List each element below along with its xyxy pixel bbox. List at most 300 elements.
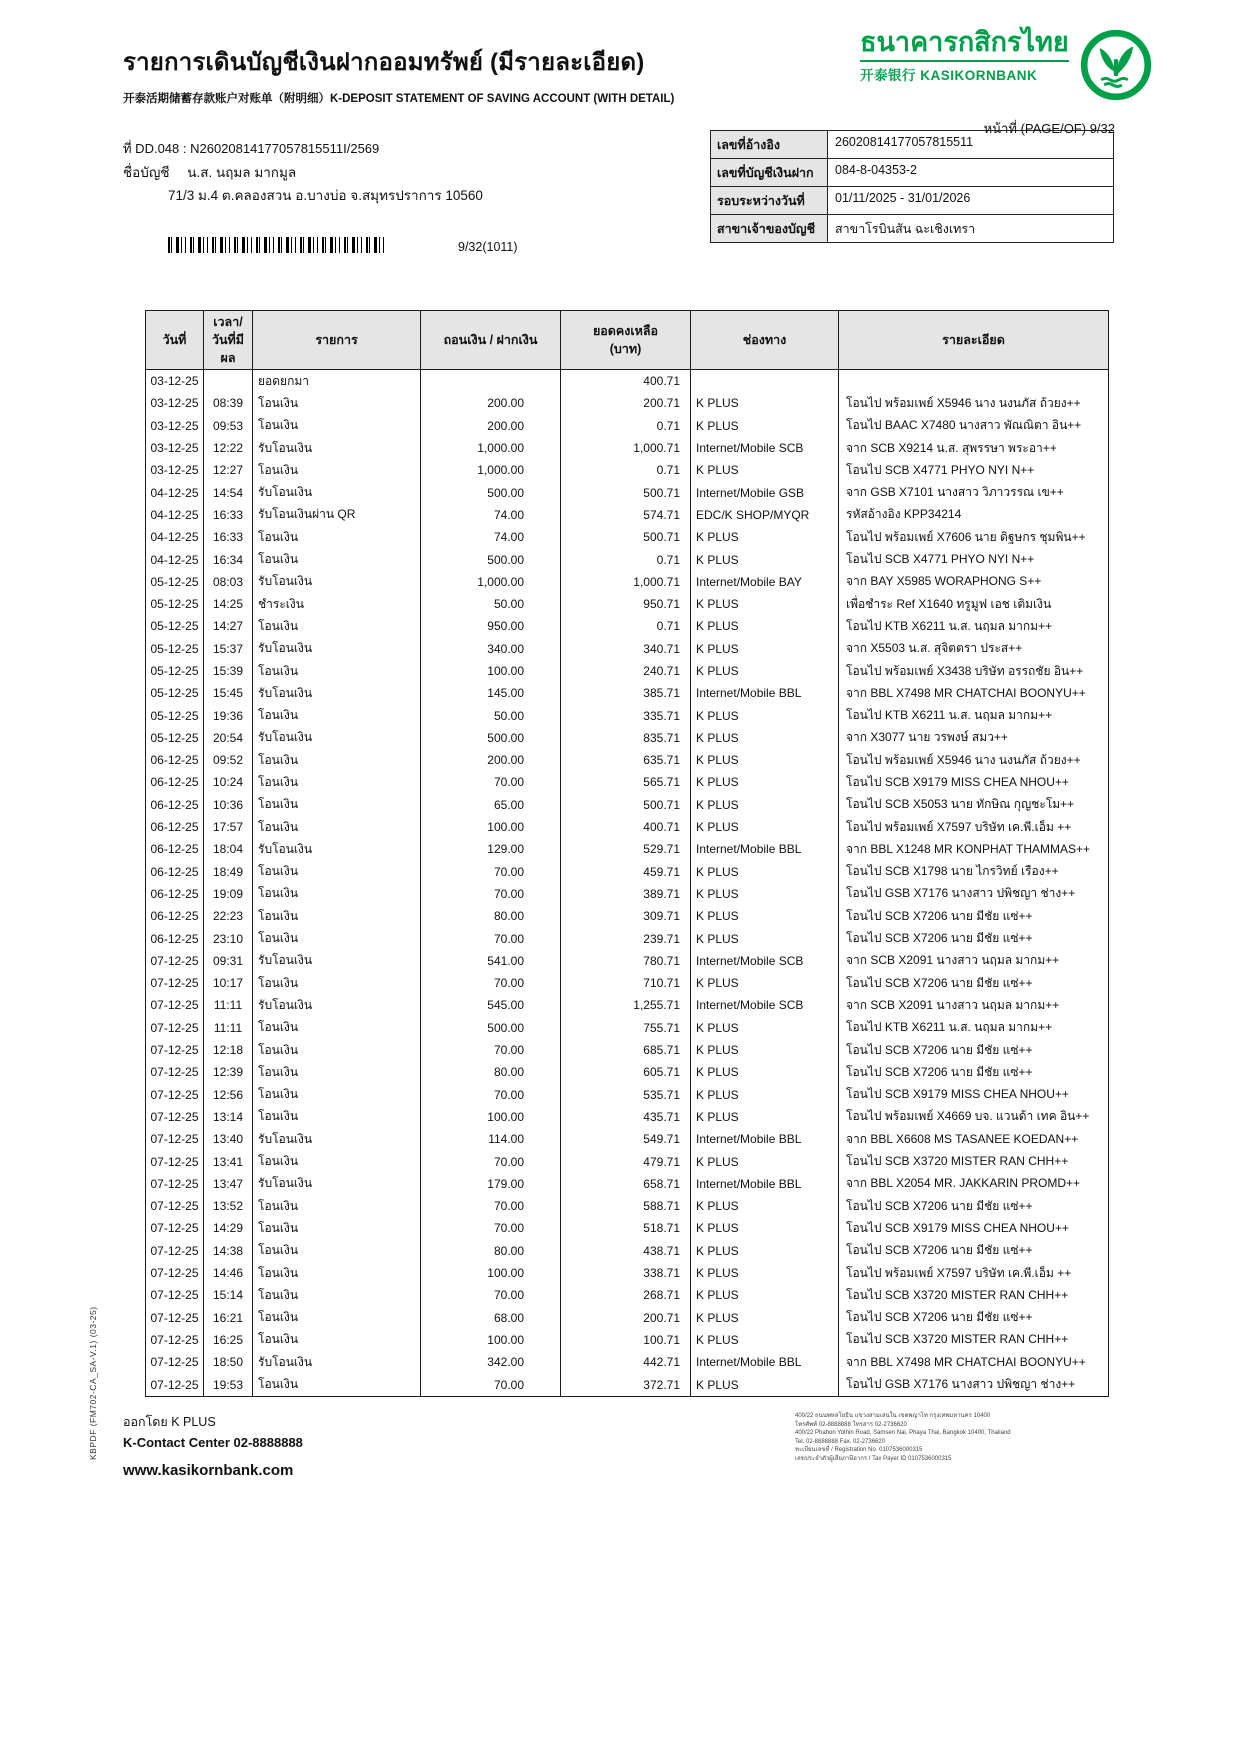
transaction-row bbox=[146, 950, 1109, 972]
cell-amount: 50.00 bbox=[421, 704, 561, 726]
info-label: เลขที่อ้างอิง bbox=[711, 131, 828, 158]
transaction-row bbox=[146, 994, 1109, 1016]
cell-amount: 70.00 bbox=[421, 1217, 561, 1239]
cell-detail: จาก SCB X2091 นางสาว นฤมล มากม++ bbox=[839, 950, 1109, 972]
cell-balance: 1,000.71 bbox=[561, 571, 691, 593]
cell-detail: โอนไป พร้อมเพย์ X5946 นาง นงนภัส ถ้วยง++ bbox=[839, 749, 1109, 771]
cell-description: รับโอนเงิน bbox=[253, 682, 421, 704]
cell-description: โอนเงิน bbox=[253, 1061, 421, 1083]
cell-time: 12:56 bbox=[204, 1084, 253, 1106]
transaction-row bbox=[146, 504, 1109, 526]
cell-date: 07-12-25 bbox=[146, 1017, 204, 1039]
cell-channel: K PLUS bbox=[691, 861, 839, 883]
transaction-row bbox=[146, 1373, 1109, 1396]
cell-date: 06-12-25 bbox=[146, 816, 204, 838]
cell-date: 03-12-25 bbox=[146, 415, 204, 437]
cell-balance: 588.71 bbox=[561, 1195, 691, 1217]
cell-description: รับโอนเงิน bbox=[253, 437, 421, 459]
cell-amount: 200.00 bbox=[421, 392, 561, 414]
cell-balance: 0.71 bbox=[561, 459, 691, 481]
bank-name-thai: ธนาคารกสิกรไทย bbox=[860, 27, 1069, 57]
transaction-row bbox=[146, 727, 1109, 749]
cell-time: 09:53 bbox=[204, 415, 253, 437]
cell-time: 14:46 bbox=[204, 1262, 253, 1284]
cell-time: 16:33 bbox=[204, 504, 253, 526]
cell-amount: 70.00 bbox=[421, 1084, 561, 1106]
col-header-detail: รายละเอียด bbox=[839, 311, 1109, 370]
cell-time: 08:03 bbox=[204, 571, 253, 593]
cell-date: 05-12-25 bbox=[146, 571, 204, 593]
cell-channel: Internet/Mobile SCB bbox=[691, 950, 839, 972]
cell-detail: จาก X5503 น.ส. สุจิตตรา ประส++ bbox=[839, 638, 1109, 660]
cell-date: 06-12-25 bbox=[146, 749, 204, 771]
info-label: รอบระหว่างวันที่ bbox=[711, 187, 828, 214]
cell-channel: K PLUS bbox=[691, 660, 839, 682]
cell-time: 12:22 bbox=[204, 437, 253, 459]
cell-description: โอนเงิน bbox=[253, 905, 421, 927]
cell-detail: โอนไป SCB X9179 MISS CHEA NHOU++ bbox=[839, 1217, 1109, 1239]
cell-detail: โอนไป KTB X6211 น.ส. นฤมล มากม++ bbox=[839, 1017, 1109, 1039]
cell-channel: K PLUS bbox=[691, 972, 839, 994]
cell-description: รับโอนเงิน bbox=[253, 1351, 421, 1373]
cell-detail: โอนไป พร้อมเพย์ X5946 นาง นงนภัส ถ้วยง++ bbox=[839, 392, 1109, 414]
cell-date: 03-12-25 bbox=[146, 392, 204, 414]
cell-detail: โอนไป SCB X7206 นาย มีชัย แซ่++ bbox=[839, 972, 1109, 994]
cell-description: โอนเงิน bbox=[253, 927, 421, 949]
cell-description: โอนเงิน bbox=[253, 1329, 421, 1351]
info-value: 01/11/2025 - 31/01/2026 bbox=[835, 191, 971, 205]
form-code: KBPDF (FM702-CA_SA-V.1) (03-25) bbox=[88, 1306, 98, 1460]
cell-balance: 549.71 bbox=[561, 1128, 691, 1150]
info-value: 26020814177057815511 bbox=[835, 135, 974, 149]
cell-amount: 68.00 bbox=[421, 1306, 561, 1328]
cell-date: 07-12-25 bbox=[146, 1217, 204, 1239]
cell-channel: K PLUS bbox=[691, 593, 839, 615]
cell-channel: K PLUS bbox=[691, 548, 839, 570]
cell-date: 07-12-25 bbox=[146, 1351, 204, 1373]
cell-channel: Internet/Mobile SCB bbox=[691, 994, 839, 1016]
cell-detail: รหัสอ้างอิง KPP34214 bbox=[839, 504, 1109, 526]
cell-detail: โอนไป SCB X4771 PHYO NYI N++ bbox=[839, 548, 1109, 570]
cell-amount: 500.00 bbox=[421, 727, 561, 749]
cell-description: รับโอนเงิน bbox=[253, 1128, 421, 1150]
cell-amount: 70.00 bbox=[421, 1284, 561, 1306]
cell-date: 06-12-25 bbox=[146, 838, 204, 860]
bank-logo bbox=[860, 28, 1153, 102]
cell-channel: Internet/Mobile BBL bbox=[691, 1128, 839, 1150]
cell-amount: 129.00 bbox=[421, 838, 561, 860]
cell-detail: จาก BBL X1248 MR KONPHAT THAMMAS++ bbox=[839, 838, 1109, 860]
cell-description: ยอดยกมา bbox=[253, 370, 421, 393]
cell-date: 05-12-25 bbox=[146, 704, 204, 726]
cell-description: โอนเงิน bbox=[253, 883, 421, 905]
cell-date: 07-12-25 bbox=[146, 1306, 204, 1328]
cell-amount: 70.00 bbox=[421, 1195, 561, 1217]
cell-balance: 400.71 bbox=[561, 816, 691, 838]
cell-date: 07-12-25 bbox=[146, 1084, 204, 1106]
cell-time: 13:47 bbox=[204, 1173, 253, 1195]
cell-balance: 100.71 bbox=[561, 1329, 691, 1351]
cell-balance: 372.71 bbox=[561, 1373, 691, 1396]
col-header-balance: ยอดคงเหลือ (บาท) bbox=[561, 311, 691, 370]
cell-description: โอนเงิน bbox=[253, 459, 421, 481]
transaction-row bbox=[146, 1240, 1109, 1262]
cell-date: 05-12-25 bbox=[146, 593, 204, 615]
cell-amount: 500.00 bbox=[421, 548, 561, 570]
cell-balance: 0.71 bbox=[561, 615, 691, 637]
cell-time bbox=[204, 370, 253, 393]
cell-detail: จาก BAY X5985 WORAPHONG S++ bbox=[839, 571, 1109, 593]
cell-detail: โอนไป SCB X4771 PHYO NYI N++ bbox=[839, 459, 1109, 481]
cell-amount: 179.00 bbox=[421, 1173, 561, 1195]
cell-amount: 70.00 bbox=[421, 771, 561, 793]
cell-date: 06-12-25 bbox=[146, 927, 204, 949]
cell-time: 13:40 bbox=[204, 1128, 253, 1150]
cell-channel: K PLUS bbox=[691, 816, 839, 838]
cell-detail: โอนไป GSB X7176 นางสาว ปพิชญา ช่าง++ bbox=[839, 883, 1109, 905]
col-header-channel: ช่องทาง bbox=[691, 311, 839, 370]
cell-detail: จาก SCB X2091 นางสาว นฤมล มากม++ bbox=[839, 994, 1109, 1016]
cell-detail: โอนไป SCB X7206 นาย มีชัย แซ่++ bbox=[839, 1195, 1109, 1217]
cell-channel: Internet/Mobile BBL bbox=[691, 1173, 839, 1195]
cell-description: โอนเงิน bbox=[253, 526, 421, 548]
cell-channel: K PLUS bbox=[691, 771, 839, 793]
transaction-row bbox=[146, 861, 1109, 883]
cell-channel: K PLUS bbox=[691, 1195, 839, 1217]
cell-date: 07-12-25 bbox=[146, 994, 204, 1016]
cell-detail: จาก BBL X2054 MR. JAKKARIN PROMD++ bbox=[839, 1173, 1109, 1195]
transaction-row bbox=[146, 571, 1109, 593]
transaction-row bbox=[146, 905, 1109, 927]
cell-balance: 438.71 bbox=[561, 1240, 691, 1262]
info-row bbox=[711, 131, 1113, 159]
transaction-row bbox=[146, 794, 1109, 816]
cell-date: 04-12-25 bbox=[146, 481, 204, 503]
transaction-row bbox=[146, 1329, 1109, 1351]
cell-channel: K PLUS bbox=[691, 1217, 839, 1239]
cell-amount: 340.00 bbox=[421, 638, 561, 660]
cell-amount: 342.00 bbox=[421, 1351, 561, 1373]
cell-description: โอนเงิน bbox=[253, 548, 421, 570]
cell-balance: 605.71 bbox=[561, 1061, 691, 1083]
cell-time: 19:09 bbox=[204, 883, 253, 905]
cell-date: 07-12-25 bbox=[146, 1039, 204, 1061]
cell-date: 07-12-25 bbox=[146, 972, 204, 994]
cell-time: 16:33 bbox=[204, 526, 253, 548]
cell-date: 04-12-25 bbox=[146, 548, 204, 570]
transactions-table bbox=[145, 310, 1109, 1397]
cell-date: 06-12-25 bbox=[146, 861, 204, 883]
cell-time: 14:54 bbox=[204, 481, 253, 503]
cell-channel: K PLUS bbox=[691, 749, 839, 771]
cell-amount: 950.00 bbox=[421, 615, 561, 637]
cell-balance: 309.71 bbox=[561, 905, 691, 927]
cell-description: รับโอนเงิน bbox=[253, 638, 421, 660]
cell-balance: 435.71 bbox=[561, 1106, 691, 1128]
page-subtitle: 开泰活期储蓄存款账户对账单（附明细）K-DEPOSIT STATEMENT OF SAVING ACCOUNT (WITH DETAIL) bbox=[123, 93, 675, 105]
cell-amount: 70.00 bbox=[421, 927, 561, 949]
cell-detail: จาก SCB X9214 น.ส. สุพรรษา พระอา++ bbox=[839, 437, 1109, 459]
cell-balance: 239.71 bbox=[561, 927, 691, 949]
cell-time: 18:50 bbox=[204, 1351, 253, 1373]
cell-amount: 145.00 bbox=[421, 682, 561, 704]
cell-date: 05-12-25 bbox=[146, 682, 204, 704]
cell-time: 20:54 bbox=[204, 727, 253, 749]
cell-date: 06-12-25 bbox=[146, 771, 204, 793]
cell-description: รับโอนเงิน bbox=[253, 571, 421, 593]
cell-channel: K PLUS bbox=[691, 927, 839, 949]
cell-balance: 535.71 bbox=[561, 1084, 691, 1106]
cell-amount: 65.00 bbox=[421, 794, 561, 816]
contact-center: K-Contact Center 02-8888888 bbox=[123, 1435, 303, 1450]
cell-channel: K PLUS bbox=[691, 883, 839, 905]
info-value: 084-8-04353-2 bbox=[835, 163, 918, 177]
cell-amount: 100.00 bbox=[421, 816, 561, 838]
cell-balance: 500.71 bbox=[561, 481, 691, 503]
cell-balance: 385.71 bbox=[561, 682, 691, 704]
cell-detail: โอนไป SCB X9179 MISS CHEA NHOU++ bbox=[839, 771, 1109, 793]
cell-amount: 100.00 bbox=[421, 660, 561, 682]
cell-description: โอนเงิน bbox=[253, 1084, 421, 1106]
account-name-label: ชื่อบัญชี bbox=[123, 165, 170, 180]
cell-channel bbox=[691, 370, 839, 393]
info-row bbox=[711, 159, 1113, 187]
transaction-row bbox=[146, 415, 1109, 437]
transaction-row bbox=[146, 1284, 1109, 1306]
cell-date: 03-12-25 bbox=[146, 370, 204, 393]
cell-channel: K PLUS bbox=[691, 415, 839, 437]
cell-detail: เพื่อชำระ Ref X1640 ทรูมูฟ เอช เติมเงิน bbox=[839, 593, 1109, 615]
cell-balance: 335.71 bbox=[561, 704, 691, 726]
cell-balance: 635.71 bbox=[561, 749, 691, 771]
cell-amount: 80.00 bbox=[421, 905, 561, 927]
cell-channel: K PLUS bbox=[691, 1373, 839, 1396]
cell-time: 19:53 bbox=[204, 1373, 253, 1396]
cell-amount: 1,000.00 bbox=[421, 571, 561, 593]
cell-description: โอนเงิน bbox=[253, 392, 421, 414]
cell-channel: K PLUS bbox=[691, 1106, 839, 1128]
cell-time: 11:11 bbox=[204, 994, 253, 1016]
cell-time: 14:38 bbox=[204, 1240, 253, 1262]
cell-description: โอนเงิน bbox=[253, 1150, 421, 1172]
cell-amount bbox=[421, 370, 561, 393]
cell-date: 07-12-25 bbox=[146, 1173, 204, 1195]
cell-channel: K PLUS bbox=[691, 1240, 839, 1262]
cell-date: 07-12-25 bbox=[146, 1262, 204, 1284]
barcode-caption: 9/32(1011) bbox=[458, 240, 518, 254]
cell-channel: K PLUS bbox=[691, 638, 839, 660]
cell-channel: K PLUS bbox=[691, 1061, 839, 1083]
fine-print-line: 400/22 Phahon Yothin Road, Samsen Nai, Phaya Thai, Bangkok 10400, Thailand bbox=[795, 1430, 1011, 1436]
cell-balance: 1,000.71 bbox=[561, 437, 691, 459]
bank-name-sub: 开泰银行 KASIKORNBANK bbox=[860, 60, 1069, 84]
cell-detail: จาก BBL X6608 MS TASANEE KOEDAN++ bbox=[839, 1128, 1109, 1150]
cell-channel: Internet/Mobile BBL bbox=[691, 1351, 839, 1373]
transaction-row bbox=[146, 1128, 1109, 1150]
transaction-row bbox=[146, 972, 1109, 994]
account-name-line bbox=[123, 161, 296, 183]
cell-time: 22:23 bbox=[204, 905, 253, 927]
cell-detail: โอนไป SCB X1798 นาย ไกรวิทย์ เรือง++ bbox=[839, 861, 1109, 883]
cell-description: โอนเงิน bbox=[253, 415, 421, 437]
cell-detail: โอนไป SCB X7206 นาย มีชัย แซ่++ bbox=[839, 1039, 1109, 1061]
cell-time: 12:18 bbox=[204, 1039, 253, 1061]
transaction-row bbox=[146, 548, 1109, 570]
cell-channel: K PLUS bbox=[691, 1017, 839, 1039]
col-header-time: เวลา/ วันที่มีผล bbox=[204, 311, 253, 370]
cell-description: โอนเงิน bbox=[253, 1217, 421, 1239]
transaction-row bbox=[146, 638, 1109, 660]
cell-time: 15:37 bbox=[204, 638, 253, 660]
cell-time: 14:27 bbox=[204, 615, 253, 637]
cell-description: รับโอนเงิน bbox=[253, 1173, 421, 1195]
cell-time: 12:39 bbox=[204, 1061, 253, 1083]
cell-amount: 114.00 bbox=[421, 1128, 561, 1150]
cell-date: 06-12-25 bbox=[146, 794, 204, 816]
cell-balance: 338.71 bbox=[561, 1262, 691, 1284]
transaction-row bbox=[146, 704, 1109, 726]
cell-date: 07-12-25 bbox=[146, 1240, 204, 1262]
cell-amount: 200.00 bbox=[421, 415, 561, 437]
cell-description: โอนเงิน bbox=[253, 1106, 421, 1128]
col-header-description: รายการ bbox=[253, 311, 421, 370]
cell-time: 15:39 bbox=[204, 660, 253, 682]
cell-balance: 479.71 bbox=[561, 1150, 691, 1172]
page-title: รายการเดินบัญชีเงินฝากออมทรัพย์ (มีรายละเอียด) bbox=[123, 49, 645, 76]
website: www.kasikornbank.com bbox=[123, 1462, 294, 1479]
cell-time: 17:57 bbox=[204, 816, 253, 838]
cell-detail: โอนไป พร้อมเพย์ X7606 นาย ดิฐษกร ชุมพิน++ bbox=[839, 526, 1109, 548]
transaction-row bbox=[146, 1061, 1109, 1083]
cell-description: โอนเงิน bbox=[253, 1039, 421, 1061]
cell-balance: 0.71 bbox=[561, 548, 691, 570]
transaction-row bbox=[146, 771, 1109, 793]
transaction-row bbox=[146, 838, 1109, 860]
fine-print-line: 400/22 ถนนพหลโยธิน แขวงสามเสนใน เขตพญาไท กรุงเทพมหานคร 10400 bbox=[795, 1413, 991, 1419]
cell-amount: 70.00 bbox=[421, 861, 561, 883]
cell-time: 14:25 bbox=[204, 593, 253, 615]
cell-amount: 100.00 bbox=[421, 1106, 561, 1128]
cell-date: 07-12-25 bbox=[146, 1150, 204, 1172]
cell-balance: 529.71 bbox=[561, 838, 691, 860]
info-value: สาขาโรบินสัน ฉะเชิงเทรา bbox=[835, 222, 976, 236]
cell-channel: K PLUS bbox=[691, 1039, 839, 1061]
cell-amount: 500.00 bbox=[421, 481, 561, 503]
cell-amount: 500.00 bbox=[421, 1017, 561, 1039]
cell-balance: 340.71 bbox=[561, 638, 691, 660]
cell-time: 19:36 bbox=[204, 704, 253, 726]
cell-amount: 74.00 bbox=[421, 526, 561, 548]
document-number: ที่ DD.048 : N26020814177057815511I/2569 bbox=[123, 141, 380, 156]
bank-emblem-icon bbox=[1079, 28, 1153, 102]
cell-amount: 1,000.00 bbox=[421, 437, 561, 459]
cell-time: 13:41 bbox=[204, 1150, 253, 1172]
cell-channel: K PLUS bbox=[691, 794, 839, 816]
cell-balance: 400.71 bbox=[561, 370, 691, 393]
cell-channel: K PLUS bbox=[691, 905, 839, 927]
cell-description: รับโอนเงินผ่าน QR bbox=[253, 504, 421, 526]
cell-channel: Internet/Mobile BBL bbox=[691, 682, 839, 704]
cell-balance: 0.71 bbox=[561, 415, 691, 437]
cell-date: 04-12-25 bbox=[146, 526, 204, 548]
cell-date: 03-12-25 bbox=[146, 459, 204, 481]
transaction-row bbox=[146, 615, 1109, 637]
cell-description: โอนเงิน bbox=[253, 1306, 421, 1328]
table-header-row bbox=[146, 311, 1109, 370]
bank-logo-text bbox=[860, 28, 1069, 84]
cell-detail: จาก X3077 นาย วรพงษ์ สมว++ bbox=[839, 727, 1109, 749]
cell-description: ชำระเงิน bbox=[253, 593, 421, 615]
transaction-row bbox=[146, 1150, 1109, 1172]
cell-description: รับโอนเงิน bbox=[253, 838, 421, 860]
transaction-row bbox=[146, 1084, 1109, 1106]
cell-time: 13:52 bbox=[204, 1195, 253, 1217]
cell-channel: Internet/Mobile BAY bbox=[691, 571, 839, 593]
transaction-row bbox=[146, 481, 1109, 503]
cell-description: โอนเงิน bbox=[253, 1195, 421, 1217]
info-box bbox=[710, 130, 1114, 243]
cell-detail: โอนไป SCB X7206 นาย มีชัย แซ่++ bbox=[839, 1061, 1109, 1083]
cell-detail: โอนไป SCB X5053 นาย ทักษิณ กุญชะโม++ bbox=[839, 794, 1109, 816]
transaction-row bbox=[146, 1351, 1109, 1373]
cell-amount: 80.00 bbox=[421, 1240, 561, 1262]
cell-detail: โอนไป KTB X6211 น.ส. นฤมล มากม++ bbox=[839, 704, 1109, 726]
transaction-row bbox=[146, 459, 1109, 481]
cell-description: โอนเงิน bbox=[253, 1262, 421, 1284]
transaction-row bbox=[146, 1017, 1109, 1039]
footer bbox=[123, 1412, 303, 1479]
cell-detail: โอนไป BAAC X7480 นางสาว พัณณิตา อิน++ bbox=[839, 415, 1109, 437]
cell-channel: K PLUS bbox=[691, 392, 839, 414]
fine-print-line: Tel. 02-8888888 Fax. 02-2736620 bbox=[795, 1438, 886, 1445]
cell-date: 05-12-25 bbox=[146, 638, 204, 660]
cell-amount: 541.00 bbox=[421, 950, 561, 972]
cell-description: โอนเงิน bbox=[253, 1017, 421, 1039]
cell-description: โอนเงิน bbox=[253, 1240, 421, 1262]
issued-by: ออกโดย K PLUS bbox=[123, 1415, 216, 1429]
cell-channel: Internet/Mobile GSB bbox=[691, 481, 839, 503]
transaction-row bbox=[146, 1106, 1109, 1128]
transaction-row bbox=[146, 1039, 1109, 1061]
cell-balance: 1,255.71 bbox=[561, 994, 691, 1016]
cell-channel: K PLUS bbox=[691, 1150, 839, 1172]
cell-balance: 685.71 bbox=[561, 1039, 691, 1061]
cell-channel: K PLUS bbox=[691, 1284, 839, 1306]
transaction-row bbox=[146, 1217, 1109, 1239]
cell-detail: โอนไป พร้อมเพย์ X7597 บริษัท เค.พี.เอ็ม ++ bbox=[839, 816, 1109, 838]
cell-date: 04-12-25 bbox=[146, 504, 204, 526]
cell-channel: K PLUS bbox=[691, 526, 839, 548]
transaction-row bbox=[146, 1195, 1109, 1217]
cell-description: โอนเงิน bbox=[253, 816, 421, 838]
cell-balance: 200.71 bbox=[561, 392, 691, 414]
cell-time: 18:04 bbox=[204, 838, 253, 860]
barcode bbox=[168, 237, 388, 253]
cell-amount: 70.00 bbox=[421, 972, 561, 994]
cell-detail: โอนไป SCB X3720 MISTER RAN CHH++ bbox=[839, 1150, 1109, 1172]
cell-channel: K PLUS bbox=[691, 1262, 839, 1284]
cell-description: รับโอนเงิน bbox=[253, 727, 421, 749]
cell-time: 11:11 bbox=[204, 1017, 253, 1039]
cell-date: 07-12-25 bbox=[146, 1106, 204, 1128]
cell-detail: โอนไป SCB X7206 นาย มีชัย แซ่++ bbox=[839, 927, 1109, 949]
cell-balance: 240.71 bbox=[561, 660, 691, 682]
account-name: น.ส. นฤมล มากมูล bbox=[187, 165, 297, 180]
cell-amount: 80.00 bbox=[421, 1061, 561, 1083]
cell-time: 18:49 bbox=[204, 861, 253, 883]
cell-time: 09:52 bbox=[204, 749, 253, 771]
cell-detail: โอนไป พร้อมเพย์ X4669 บจ. แวนด้า เทค อิน++ bbox=[839, 1106, 1109, 1128]
